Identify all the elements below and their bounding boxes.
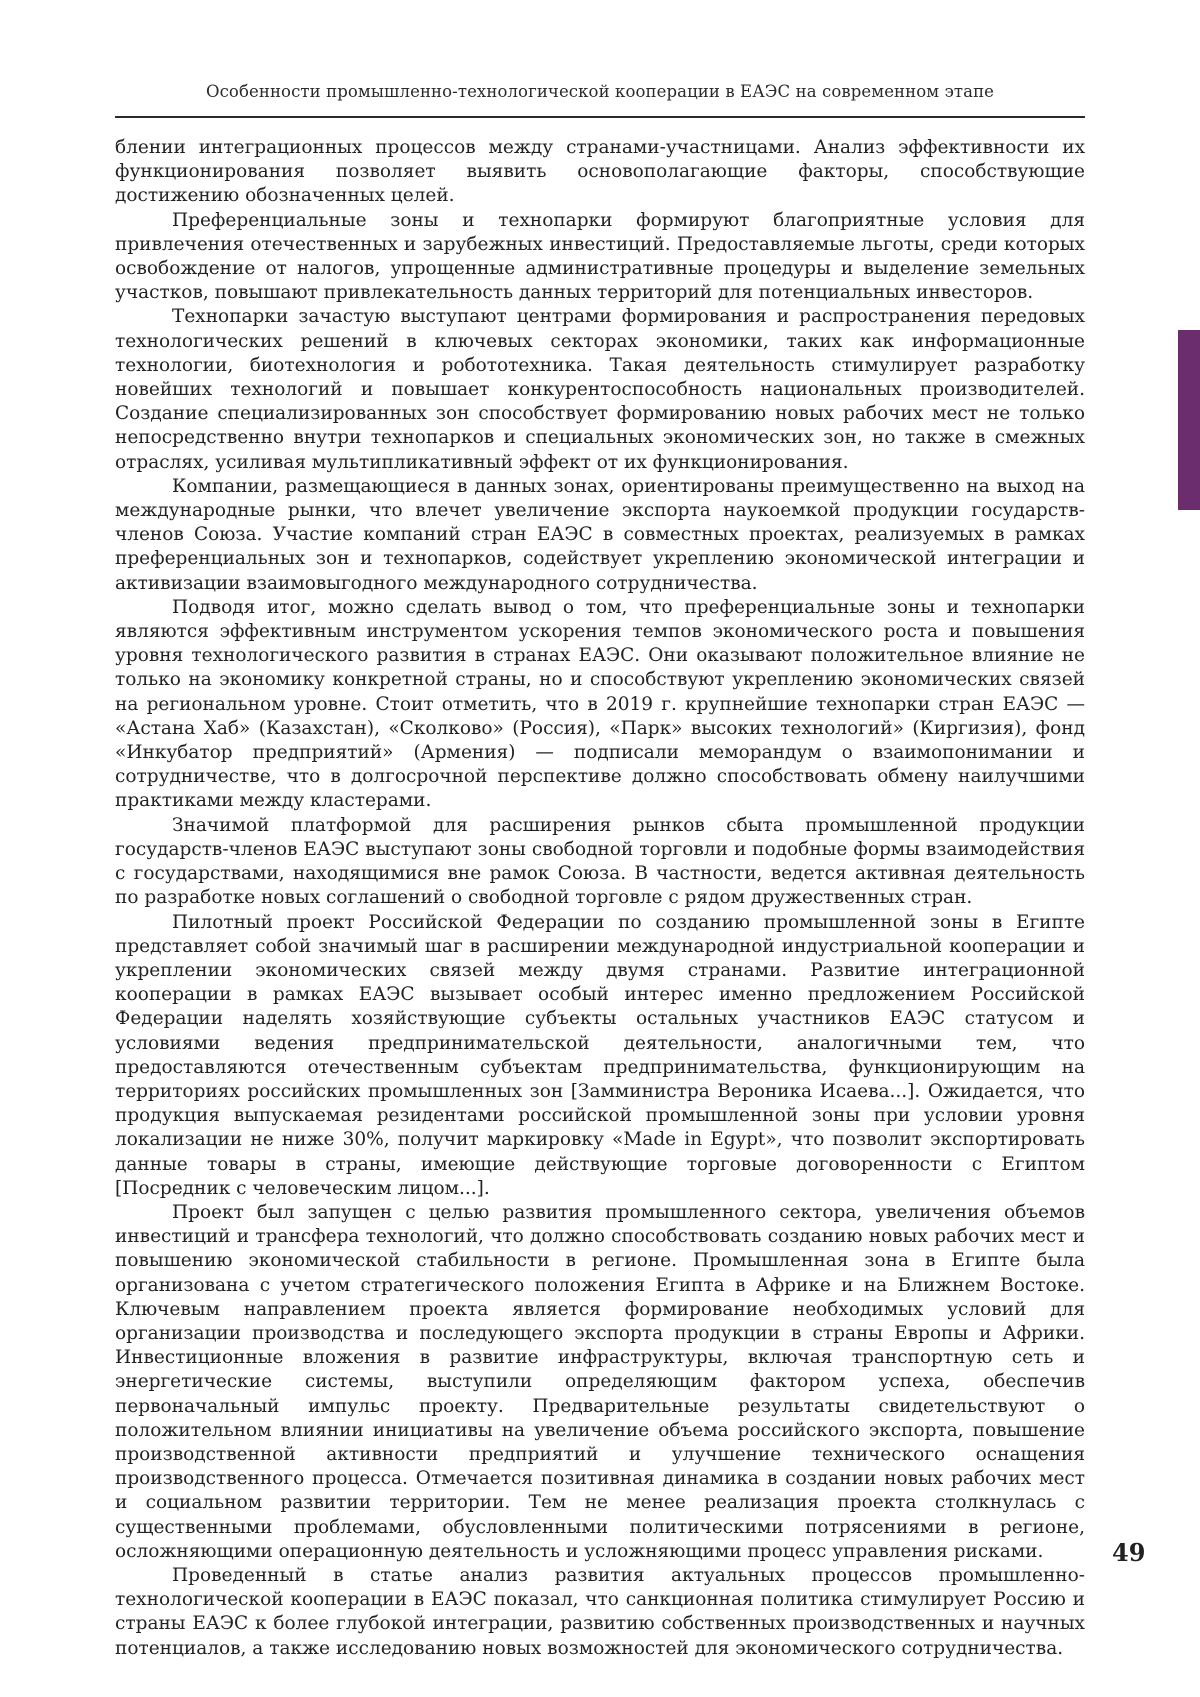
paragraph: Значимой платформой для расширения рынков сбыта промышленной продукции государств-членов ЕАЭС выступают зоны свободной торговли и подобные формы взаимодействия с государствами, находящимися вне рамок Союза. В частности, ведется активная деятельность по разработке новых соглашений о свободной торговле с рядом дружественных стран. (115, 814, 1085, 909)
page-number: 49 (1112, 1538, 1146, 1567)
paragraph: блении интеграционных процессов между странами-участницами. Анализ эффективности их функционирования позволяет выявить основополагающие факторы, способствующие достижению обозначенных целей. (115, 137, 1085, 207)
chapter-side-tab (1178, 330, 1200, 510)
paragraph: Пилотный проект Российской Федерации по созданию промышленной зоны в Египте представляет собой значимый шаг в расширении международной индустриальной кооперации и укреплении экономических связей между двумя странами. Развитие интеграционной кооперации в рамках ЕАЭС вызывает особый интерес именно предложением Российской Федерации наделять хозяйствующие субъекты остальных участников ЕАЭС статусом и условиями ведения предпринимательской деятельности, аналогичными тем, что предоставляются отечественным субъектам предпринимательства, функционирующим на территориях российских промышленных зон [Замминистра Вероника Исаева...]. Ожидается, что продукция выпускаемая резидентами российской промышленной зоны при условии уровня локализации не ниже 30%, получит маркировку «Made in Egypt», что позволит экспортировать данные товары в страны, имеющие действующие торговые договоренности с Египтом [Посредник с человеческим лицом...]. (115, 911, 1085, 1199)
paragraph: Преференциальные зоны и технопарки формируют благоприятные условия для привлечения отечественных и зарубежных инвестиций. Предоставляемые льготы, среди которых освобождение от налогов, упрощенные административные процедуры и выделение земельных участков, повышают привлекательность данных территорий для потенциальных инвесторов. (115, 209, 1085, 304)
paragraph: Проект был запущен с целью развития промышленного сектора, увеличения объемов инвестиций и трансфера технологий, что должно способствовать созданию новых рабочих мест и повышению экономической стабильности в регионе. Промышленная зона в Египте была организована с учетом стратегического положения Египта в Африке и на Ближнем Востоке. Ключевым направлением проекта является формирование необходимых условий для организации производства и последующего экспорта продукции в страны Европы и Африки. Инвестиционные вложения в развитие инфраструктуры, включая транспортную сеть и энергетические системы, выступили определяющим фактором успеха, обеспечив первоначальный импульс проекту. Предварительные результаты свидетельствуют о положительном влиянии инициативы на увеличение объема российского экспорта, повышение производственной активности предприятий и улучшение технического оснащения производственного процесса. Отмечается позитивная динамика в создании новых рабочих мест и социальном развитии территории. Тем не менее реализация проекта столкнулась с существенными проблемами, обусловленными политическими потрясениями в регионе, осложняющими операционную деятельность и усложняющими процесс управления рисками. (115, 1201, 1085, 1562)
running-header-title: Особенности промышленно-технологической кооперации в ЕАЭС на современном этапе (205, 82, 995, 101)
paragraph: Компании, размещающиеся в данных зонах, ориентированы преимущественно на выход на международные рынки, что влечет увеличение экспорта наукоемкой продукции государств-членов Союза. Участие компаний стран ЕАЭС в совместных проектах, реализуемых в рамках преференциальных зон и технопарков, содействует укреплению экономической интеграции и активизации взаимовыгодного международного сотрудничества. (115, 475, 1085, 594)
paragraph: Подводя итог, можно сделать вывод о том, что преференциальные зоны и технопарки являются эффективным инструментом ускорения темпов экономического роста и повышения уровня технологического развития в странах ЕАЭС. Они оказывают положительное влияние не только на экономику конкретной страны, но и способствуют укреплению экономических связей на региональном уровне. Стоит отметить, что в 2019 г. крупнейшие технопарки стран ЕАЭС — «Астана Хаб» (Казахстан), «Сколково» (Россия), «Парк» высоких технологий» (Киргизия), фонд «Инкубатор предприятий» (Армения) — подписали меморандум о взаимопонимании и сотрудничестве, что в долгосрочной перспективе должно способствовать обмену наилучшими практиками между кластерами. (115, 596, 1085, 812)
paragraph: Технопарки зачастую выступают центрами формирования и распространения передовых технологических решений в ключевых секторах экономики, таких как информационные технологии, биотехнология и робототехника. Такая деятельность стимулирует разработку новейших технологий и повышает конкурентоспособность национальных производителей. Создание специализированных зон способствует формированию новых рабочих мест не только непосредственно внутри технопарков и специальных экономических зон, но также в смежных отраслях, усиливая мультипликативный эффект от их функционирования. (115, 306, 1085, 473)
paragraph: Проведенный в статье анализ развития актуальных процессов промышленно-технологической кооперации в ЕАЭС показал, что санкционная политика стимулирует Россию и страны ЕАЭС к более глубокой интеграции, развитию собственных производственных и научных потенциалов, а также исследованию новых возможностей для экономического сотрудничества. (115, 1564, 1085, 1659)
header-divider (115, 116, 1085, 118)
article-body (115, 136, 1085, 1661)
